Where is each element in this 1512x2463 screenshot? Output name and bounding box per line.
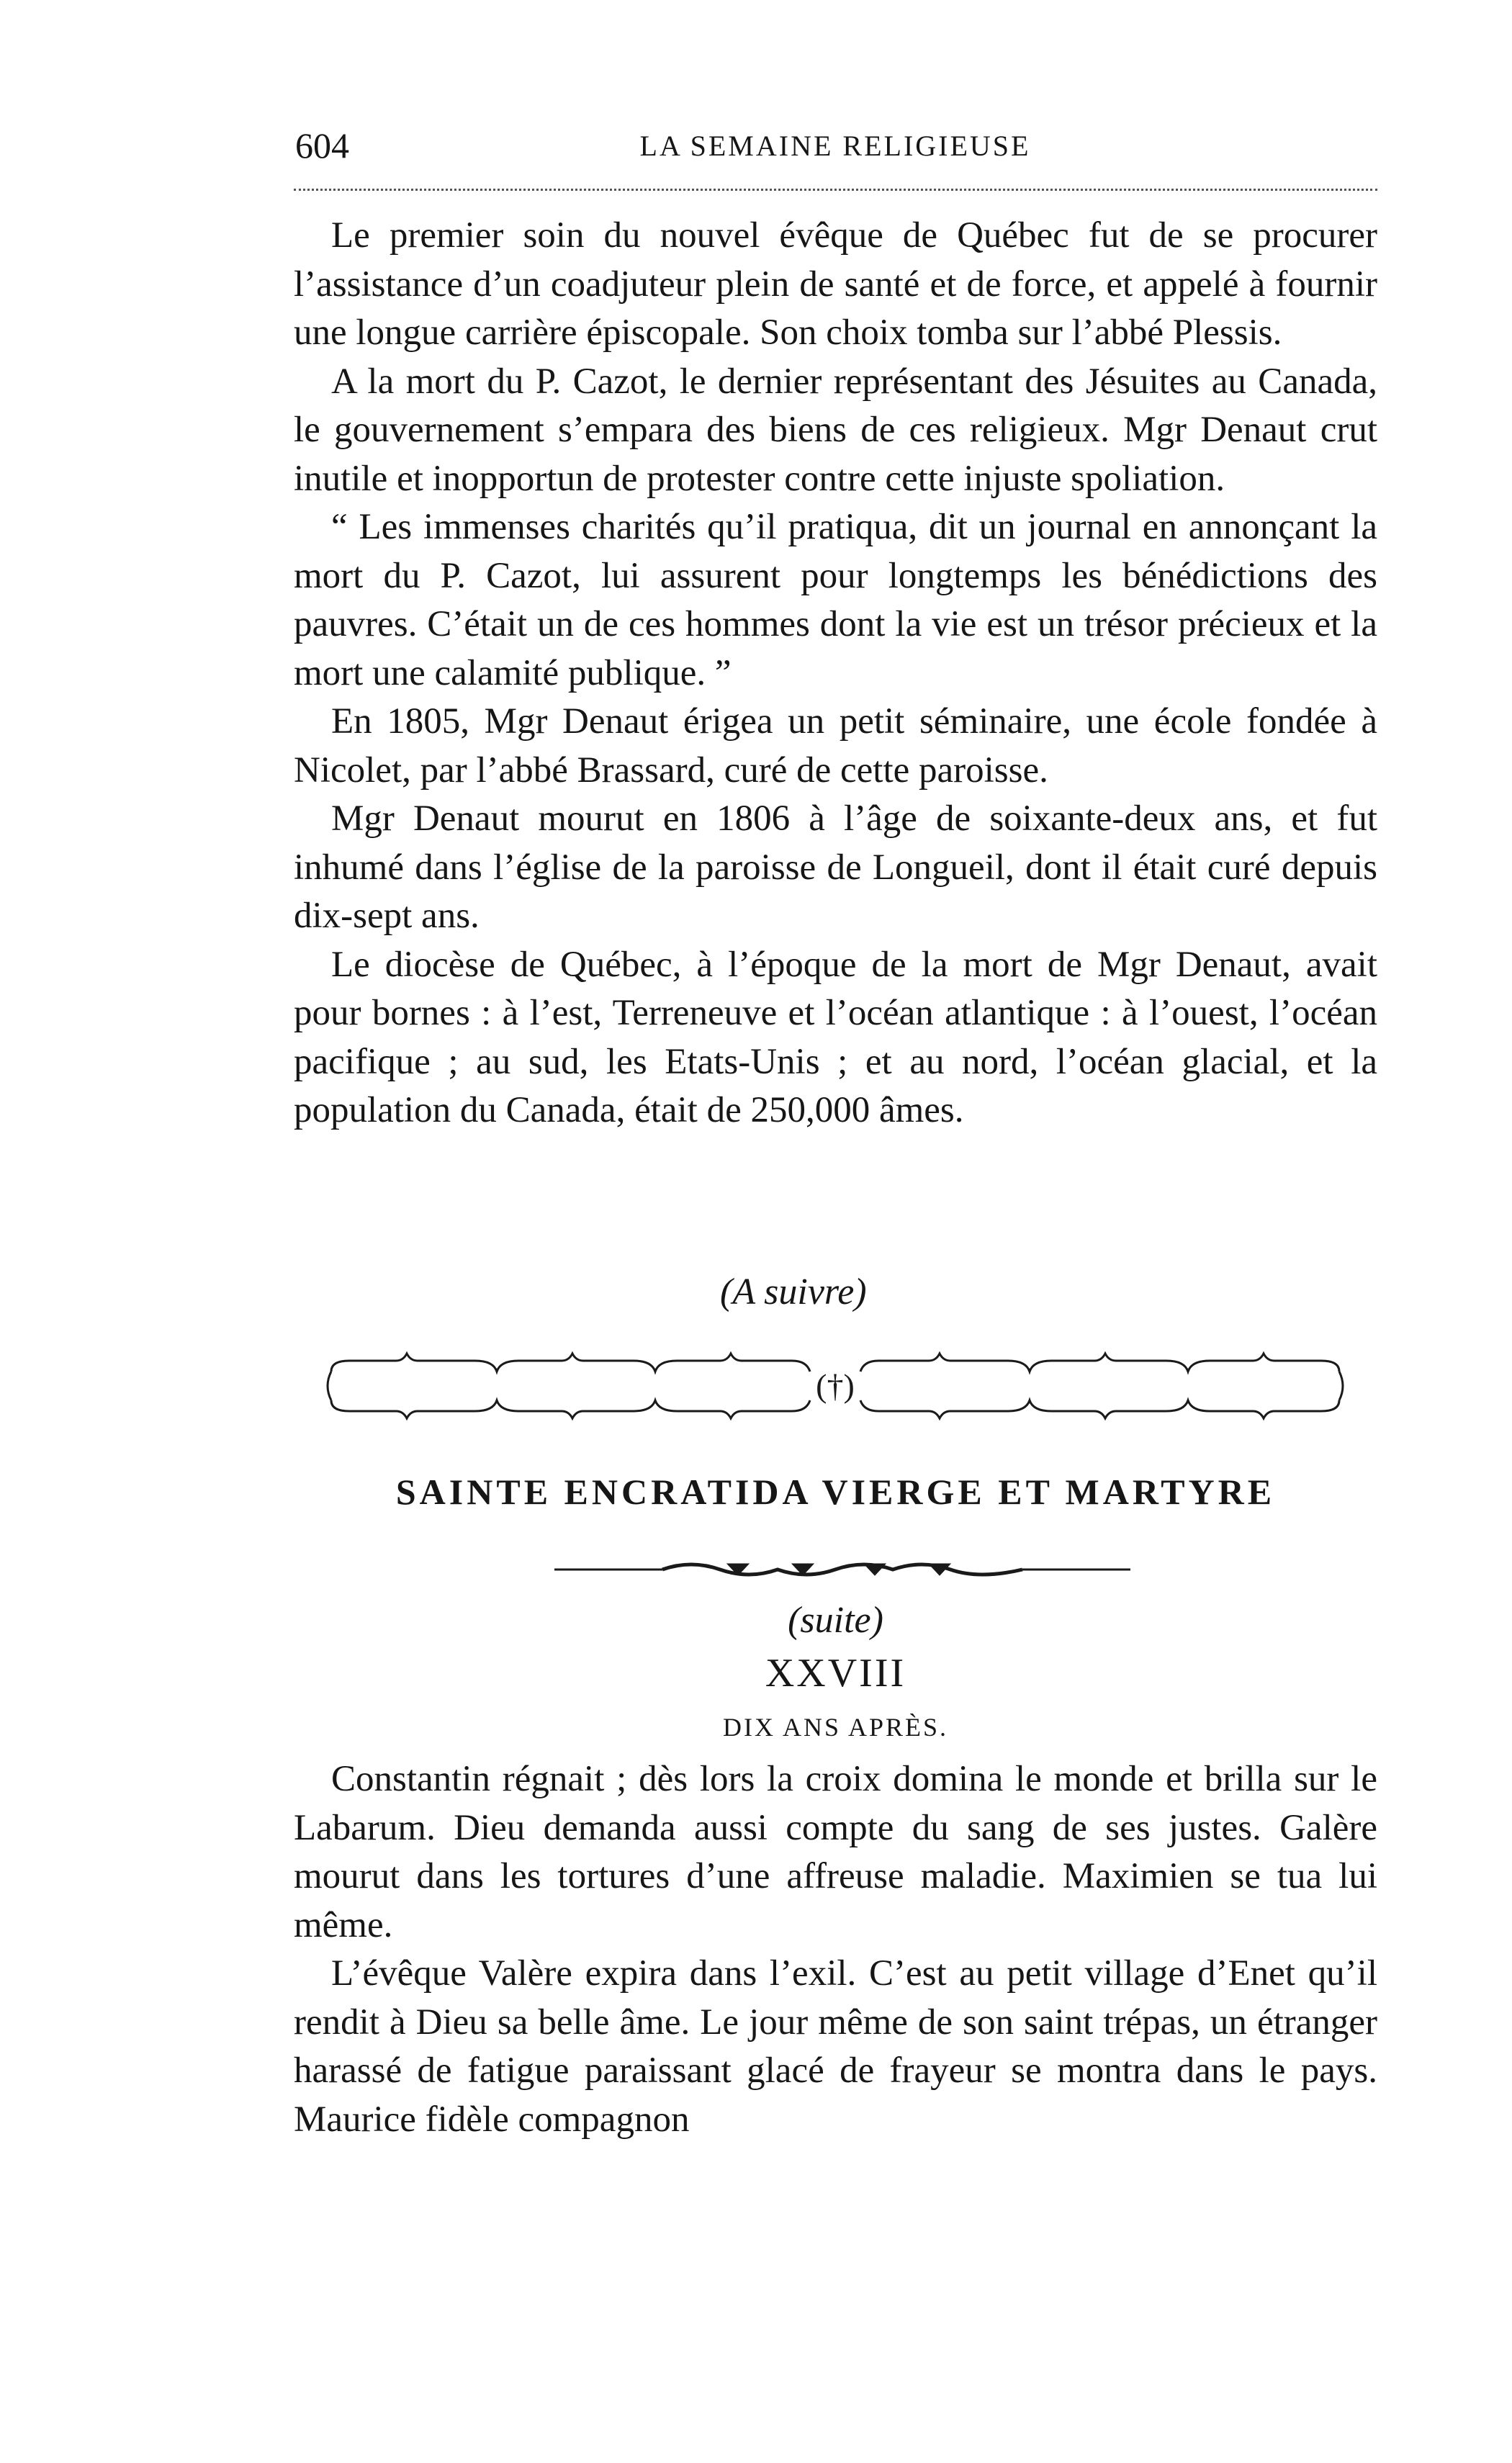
paragraph: Constantin régnait ; dès lors la croix domina le monde et brilla sur le Labarum. Dieu demanda aussi compte du sang de ses justes. Galère mourut dans les tortures d’une affreuse maladie. Maximien se tua lui même.	[294, 1759, 1377, 1945]
ornamental-divider	[317, 1346, 1354, 1426]
suite-label: (suite)	[788, 1600, 883, 1641]
page-header	[295, 124, 1375, 170]
paragraph: Le premier soin du nouvel évêque de Québec fut de se procurer l’assistance d’un coadjuteur plein de santé et de force, et appelé à fournir une longue carrière épiscopale. Son choix tomba sur l’abbé Plessis.	[294, 215, 1377, 353]
paragraph: Mgr Denaut mourut en 1806 à l’âge de soixante-deux ans, et fut inhumé dans l’église de la paroisse de Longueil, dont il était curé depuis dix-sept ans.	[294, 798, 1377, 936]
paragraph: Le diocèse de Québec, à l’époque de la mort de Mgr Denaut, avait pour bornes : à l’est, Terreneuve et l’océan atlantique : à l’ouest, l’océan pacifique ; au sud, les Etats-Unis ; et au nord, l’océan glacial, et la population du Canada, était de 250,000 âmes.	[294, 944, 1377, 1130]
running-head: LA SEMAINE RELIGIEUSE	[639, 130, 1031, 162]
paragraph: L’évêque Valère expira dans l’exil. C’est au petit village d’Enet qu’il rendit à Dieu sa belle âme. Le jour même de son saint trépas, un étranger harassé de fatigue paraissant glacé de frayeur se montra dans le pays. Maurice fidèle compagnon	[294, 1953, 1377, 2140]
header-rule	[294, 189, 1377, 191]
chapter-body	[294, 1755, 1377, 2144]
to-be-continued-note: (A suivre)	[720, 1271, 867, 1312]
paragraph: “ Les immenses charités qu’il pratiqua, dit un journal en annonçant la mort du P. Cazot, lui assurent pour longtemps les bénédictions des pauvres. C’était un de ces hommes dont la vie est un trésor précieux et la mort une calamité publique. ”	[294, 507, 1377, 693]
page-number: 604	[295, 125, 349, 166]
paragraph: A la mort du P. Cazot, le dernier représentant des Jésuites au Canada, le gouvernement s’empara des biens de ces religieux. Mgr Denaut crut inutile et inopportun de protester contre cette injuste spoliation.	[294, 361, 1377, 499]
title-flourish	[554, 1554, 1130, 1585]
article-title: SAINTE ENCRATIDA VIERGE ET MARTYRE	[395, 1472, 1276, 1512]
article-continuation	[294, 212, 1377, 1135]
chapter-title: DIX ANS APRÈS.	[722, 1713, 949, 1742]
chapter-number: XXVIII	[765, 1651, 906, 1696]
paragraph: En 1805, Mgr Denaut érigea un petit séminaire, une école fondée à Nicolet, par l’abbé Brassard, curé de cette paroisse.	[294, 701, 1377, 791]
ornament-cross: (†)	[816, 1367, 855, 1404]
